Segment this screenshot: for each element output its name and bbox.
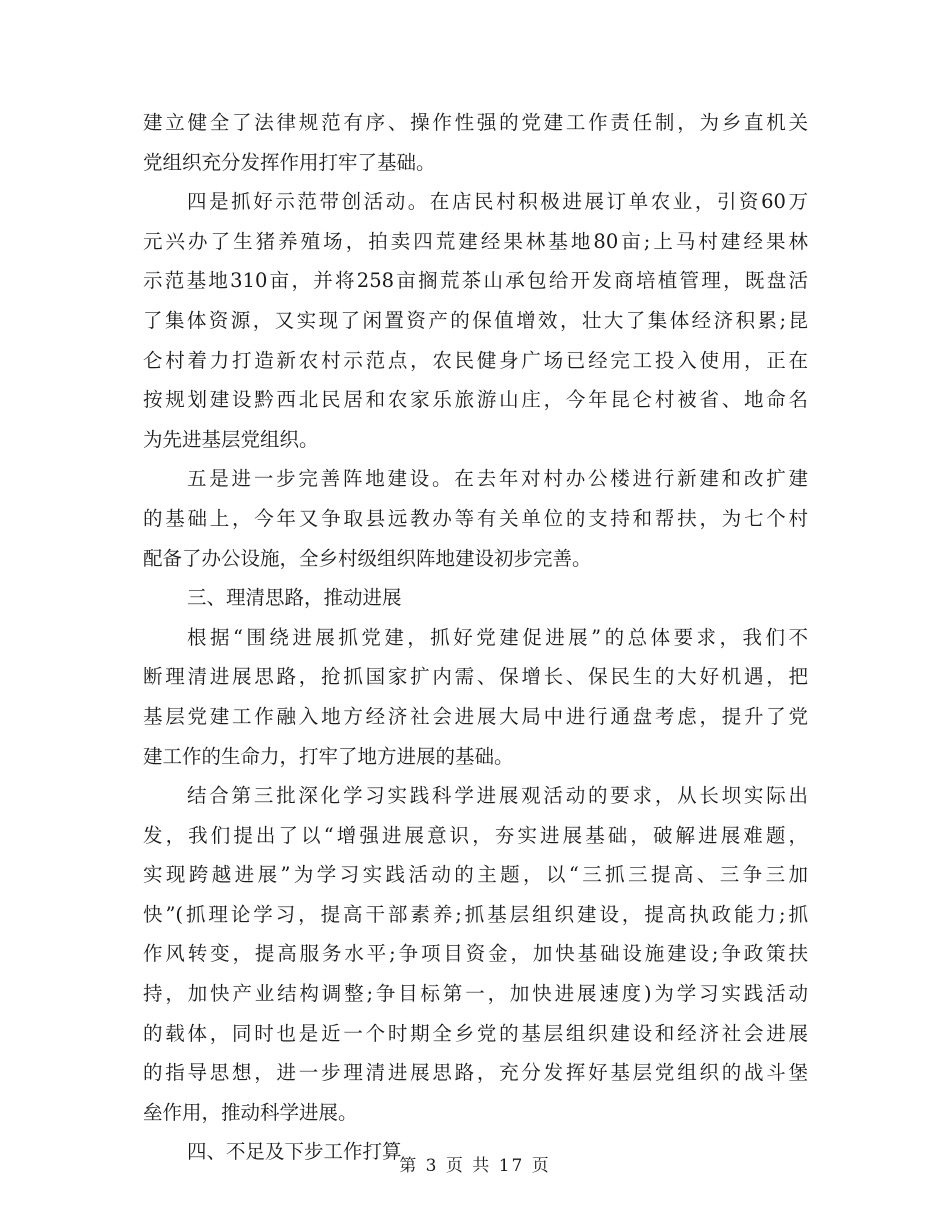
text-line: 实现跨越进展”为学习实践活动的主题，以“三抓三提高、三争三加	[143, 863, 808, 887]
text-line: 三、理清思路，推动进展	[187, 586, 402, 610]
text-line: 五是进一步完善阵地建设。在去年对村办公楼进行新建和改扩建	[187, 467, 808, 491]
text-line: 配备了办公设施，全乡村级组织阵地建设初步完善。	[143, 546, 592, 570]
text-line: 的载体，同时也是近一个时期全乡党的基层组织建设和经济社会进展	[143, 1021, 808, 1045]
text-line: 仑村着力打造新农村示范点，农民健身广场已经完工投入使用，正在	[143, 348, 808, 372]
text-line: 按规划建设黔西北民居和农家乐旅游山庄，今年昆仑村被省、地命名	[143, 388, 808, 412]
text-line: 作风转变，提高服务水平;争项目资金，加快基础设施建设;争政策扶	[143, 942, 808, 966]
text-line: 元兴办了生猪养殖场，拍卖四荒建经果林基地80亩;上马村建经果林	[143, 229, 808, 253]
text-line: 断理清进展思路，抢抓国家扩内需、保增长、保民生的大好机遇，把	[143, 665, 808, 689]
text-line: 的指导思想，进一步理清进展思路，充分发挥好基层党组织的战斗堡	[143, 1061, 808, 1085]
text-line: 了集体资源，又实现了闲置资产的保值增效，壮大了集体经济积累;昆	[143, 308, 808, 332]
text-line: 四、不足及下步工作打算	[187, 1140, 402, 1164]
text-line: 发，我们提出了以“增强进展意识，夯实进展基础，破解进展难题，	[143, 823, 808, 847]
page-number-footer: 第 3 页 共 17 页	[399, 1156, 551, 1176]
text-line: 结合第三批深化学习实践科学进展观活动的要求，从长坝实际出	[187, 784, 808, 808]
text-line: 的基础上，今年又争取县远教办等有关单位的支持和帮扶，为七个村	[143, 506, 808, 530]
text-line: 根据“围绕进展抓党建，抓好党建促进展”的总体要求，我们不	[187, 625, 808, 649]
text-line: 基层党建工作融入地方经济社会进展大局中进行通盘考虑，提升了党	[143, 704, 808, 728]
text-line: 建工作的生命力，打牢了地方进展的基础。	[143, 744, 514, 768]
text-line: 四是抓好示范带创活动。在店民村积极进展订单农业，引资60万	[187, 190, 808, 214]
text-line: 快”(抓理论学习，提高干部素养;抓基层组织建设，提高执政能力;抓	[143, 902, 808, 926]
document-body	[143, 103, 808, 1172]
text-line: 示范基地310亩，并将258亩搁荒茶山承包给开发商培植管理，既盘活	[143, 269, 808, 293]
text-line: 建立健全了法律规范有序、操作性强的党建工作责任制，为乡直机关	[143, 111, 808, 134]
text-line: 持，加快产业结构调整;争目标第一，加快进展速度)为学习实践活动	[143, 982, 808, 1006]
text-line: 为先进基层党组织。	[143, 427, 319, 451]
text-line: 垒作用，推动科学进展。	[143, 1100, 358, 1124]
text-line: 党组织充分发挥作用打牢了基础。	[143, 150, 436, 174]
